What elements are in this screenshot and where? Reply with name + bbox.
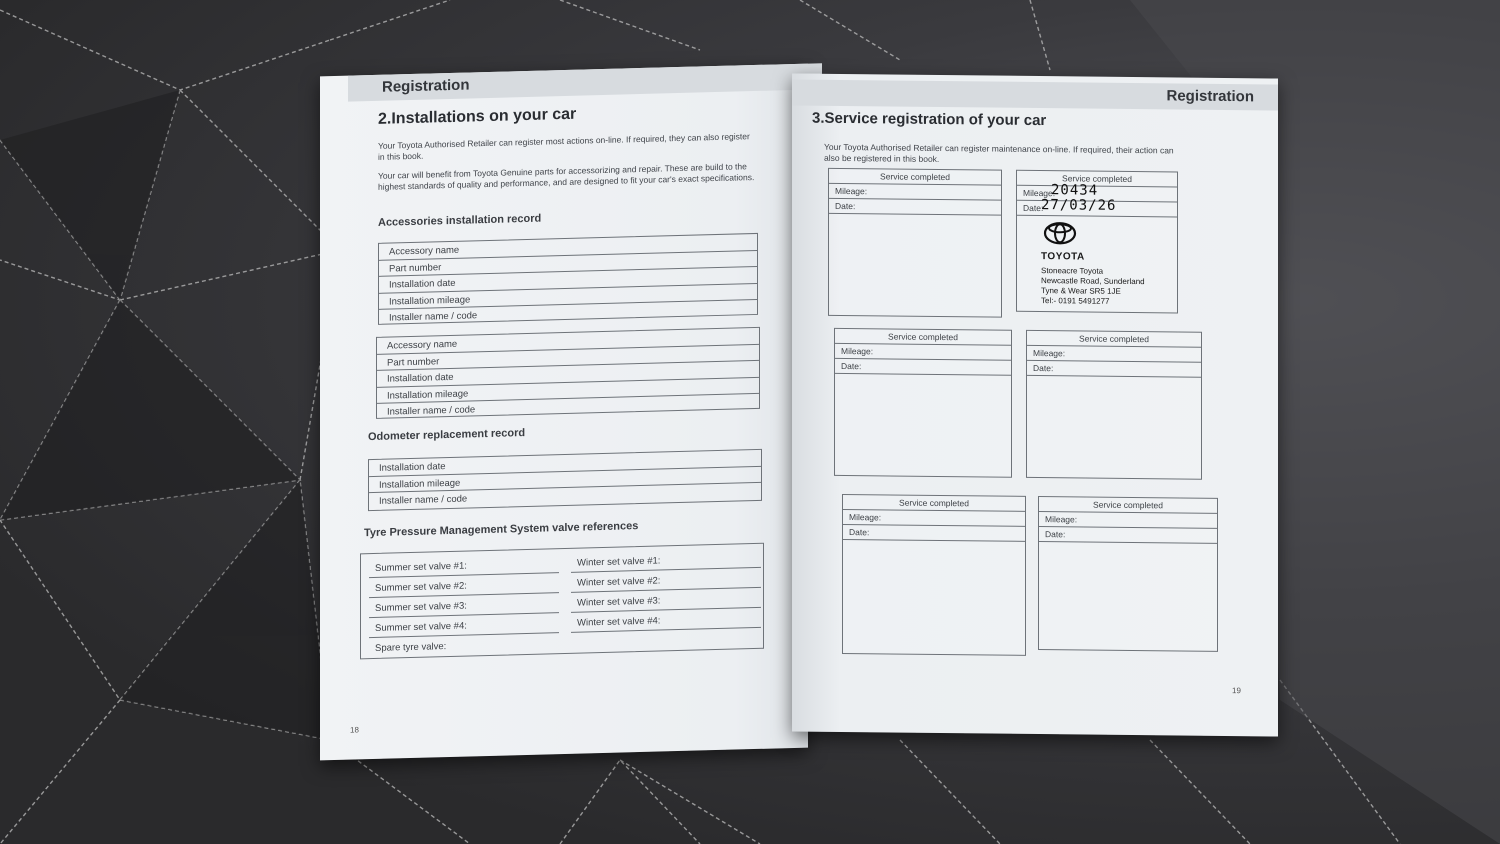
summer-valve-3: Summer set valve #3:: [369, 593, 559, 618]
odometer-record: [368, 449, 762, 511]
service-record-6: [1038, 496, 1218, 652]
service-date-row: Date:: [829, 199, 1001, 216]
service-record-1: [828, 168, 1002, 318]
installations-intro-2: Your car will benefit from Toyota Genuine parts for accessorizing and repair. These are build to the highest standards of quality and performance, and are designed to fit your car's exact specifications.: [378, 161, 755, 192]
service-mileage-row: Mileage:: [1027, 346, 1201, 363]
odometer-row-date: Installation date: [369, 450, 761, 477]
summer-valve-1: Summer set valve #1:: [369, 553, 559, 578]
accessories-title: Accessories installation record: [378, 212, 542, 229]
winter-valve-3: Winter set valve #3:: [571, 588, 761, 613]
date-label: Date:: [1023, 202, 1044, 214]
accessory-record-1: [378, 233, 758, 325]
page-number-left: 18: [350, 725, 359, 735]
stamp-line-phone: Tel:- 0191 5491277: [1041, 296, 1110, 306]
odometer-title: Odometer replacement record: [368, 427, 526, 444]
summer-valve-2: Summer set valve #2:: [369, 573, 559, 598]
service-date-row: Date:: [1027, 361, 1201, 378]
stamp-line-road: Newcastle Road, Sunderland: [1041, 276, 1145, 287]
accessory-record-2: [376, 327, 760, 419]
winter-valve-2: Winter set valve #2:: [571, 568, 761, 593]
stamp-line-dealer: Stoneacre Toyota: [1041, 266, 1104, 276]
accessory-row-name: Accessory name: [377, 328, 759, 355]
left-page: [320, 64, 808, 761]
right-page: [792, 73, 1278, 736]
tpms-winter-column: [571, 548, 761, 633]
service-mileage-row: Mileage:: [829, 184, 1001, 201]
installations-intro-1: Your Toyota Authorised Retailer can register most actions on-line. If required, they can also register in this book.: [378, 131, 750, 162]
odometer-row-installer: Installer name / code: [379, 493, 468, 508]
spare-tyre-valve: Spare tyre valve:: [375, 641, 447, 654]
service-record-3: [834, 328, 1012, 478]
service-heading: 3.Service registration of your car: [812, 109, 1047, 130]
handwritten-date: 27/03/26: [1041, 197, 1117, 214]
stamp-address: [1041, 266, 1175, 307]
service-completed-header: Service completed: [835, 329, 1011, 346]
summer-valve-4: Summer set valve #4:: [369, 613, 559, 638]
accessory-row-mileage: Installation mileage: [379, 284, 757, 310]
odometer-row-mileage: Installation mileage: [369, 466, 761, 493]
winter-valve-1: Winter set valve #1:: [571, 548, 761, 573]
service-intro: Your Toyota Authorised Retailer can register maintenance on-line. If required, their action can also be registered in this book.: [824, 141, 1174, 164]
service-date-row: Date:: [835, 359, 1011, 376]
tpms-table: [360, 543, 764, 660]
accessory-row-part: Part number: [379, 251, 757, 277]
service-date-row: [1017, 197, 1177, 218]
accessory-row-installer: Installer name / code: [389, 310, 478, 324]
service-mileage-row: Mileage:: [1039, 512, 1217, 529]
stamp-line-postcode: Tyne & Wear SR5 1JE: [1041, 286, 1121, 296]
accessory-row-date: Installation date: [379, 267, 757, 293]
toyota-logo-icon: [1043, 221, 1077, 245]
mileage-label: Mileage:: [1023, 187, 1056, 199]
service-mileage-row: Mileage:: [835, 344, 1011, 361]
accessory-row-installer: Installer name / code: [387, 404, 476, 419]
service-record-5: [842, 494, 1026, 656]
service-completed-header: Service completed: [1017, 171, 1177, 188]
service-completed-header: Service completed: [829, 169, 1001, 186]
service-record-2-filled: [1016, 170, 1178, 314]
section-label-left: Registration: [348, 63, 822, 101]
accessory-row-name: Accessory name: [379, 234, 757, 260]
page-number-right: 19: [1232, 686, 1241, 696]
stamp-brand: TOYOTA: [1041, 251, 1085, 263]
service-completed-header: Service completed: [843, 495, 1025, 512]
tpms-title: Tyre Pressure Management System valve references: [364, 520, 639, 540]
section-label-right: Registration: [792, 79, 1278, 110]
tpms-summer-column: [369, 553, 559, 657]
winter-valve-4: Winter set valve #4:: [571, 608, 761, 633]
handwritten-mileage: 20434: [1051, 182, 1099, 199]
accessory-row-mileage: Installation mileage: [377, 378, 759, 405]
service-completed-header: Service completed: [1039, 497, 1217, 514]
service-completed-header: Service completed: [1027, 331, 1201, 348]
installations-heading: 2.Installations on your car: [378, 105, 577, 128]
dealer-stamp: [1035, 221, 1175, 307]
service-record-4: [1026, 330, 1202, 480]
accessory-row-part: Part number: [377, 344, 759, 371]
service-date-row: Date:: [843, 525, 1025, 542]
service-mileage-row: Mileage:: [843, 510, 1025, 527]
service-date-row: Date:: [1039, 527, 1217, 544]
accessory-row-date: Installation date: [377, 361, 759, 388]
